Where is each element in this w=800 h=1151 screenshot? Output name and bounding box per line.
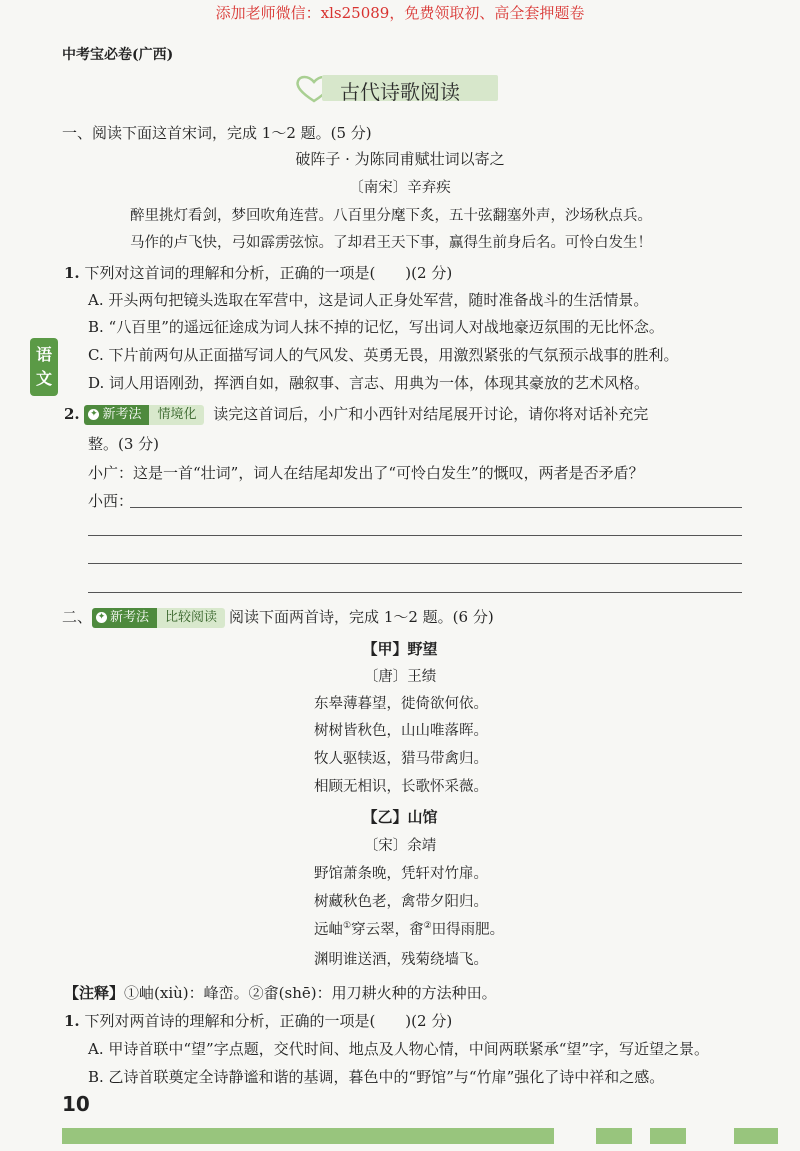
poem-line: 东皋薄暮望，徙倚欲何依。 xyxy=(314,696,488,712)
poem-a-title: 【甲】野望 xyxy=(362,640,438,658)
dialogue-xiaoxi-label: 小西： xyxy=(88,492,134,510)
poem-line: 野馆萧条晚，凭轩对竹扉。 xyxy=(314,866,488,882)
footer-block xyxy=(650,1128,686,1144)
notes xyxy=(64,982,497,1003)
answer-line[interactable] xyxy=(88,563,742,564)
section-title-banner xyxy=(292,74,502,104)
question-stem: 下列对这首词的理解和分析，正确的一项是( )(2 分) xyxy=(84,264,453,282)
part1-heading: 一、阅读下面这首宋词，完成 1～2 题。(5 分) xyxy=(62,124,372,142)
lightbulb-icon: ✦ xyxy=(97,612,106,622)
question-1 xyxy=(64,262,452,283)
footnote-mark: ① xyxy=(343,921,352,932)
dialogue-xiaoguang: 小广：这是一首“壮词”，词人在结尾却发出了“可怜白发生”的慨叹，两者是否矛盾？ xyxy=(88,464,644,482)
page-number: 10 xyxy=(62,1092,90,1116)
poem-line: 树树皆秋色，山山唯落晖。 xyxy=(314,723,488,739)
poem-title: 破阵子 · 为陈同甫赋壮词以寄之 xyxy=(295,150,505,168)
option-a[interactable]: A. 开头两句把镜头选取在军营中，这是词人正身处军营，随时准备战斗的生活情景。 xyxy=(88,291,649,309)
question-number: 2. xyxy=(64,405,80,423)
notes-text: ①岫(xiù)：峰峦。②畬(shē)：用刀耕火种的方法种田。 xyxy=(124,984,497,1002)
new-method-badge: ✦ 新考法 xyxy=(92,608,157,628)
poem-line: 远岫①穿云翠，畬②田得雨肥。 xyxy=(314,921,505,938)
watermark-text: 添加老师微信：xls25089，免费领取初、高全套押题卷 xyxy=(215,4,585,22)
footnote-mark: ② xyxy=(423,921,432,932)
poem-line: 渊明谁送酒，残菊绕墙飞。 xyxy=(314,952,488,968)
question-number: 1. xyxy=(64,264,80,282)
poem-b-author: 〔宋〕余靖 xyxy=(363,838,437,854)
option-c[interactable]: C. 下片前两句从正面描写词人的气风发、英勇无畏，用激烈紧张的气氛预示战事的胜利。 xyxy=(88,346,679,364)
option-d[interactable]: D. 词人用语刚劲，挥洒自如，融叙事、言志、用典为一体，体现其豪放的艺术风格。 xyxy=(88,374,650,392)
poem-b-title: 【乙】山馆 xyxy=(362,808,438,826)
section-title: 古代诗歌阅读 xyxy=(340,80,460,104)
part2-question-1 xyxy=(64,1010,452,1031)
question-stem: 读完这首词后，小广和小西针对结尾展开讨论，请你将对话补充完 xyxy=(213,405,649,423)
poem-a-author: 〔唐〕王绩 xyxy=(363,669,437,685)
new-method-badge: ✦ 新考法 xyxy=(84,405,149,425)
lightbulb-icon: ✦ xyxy=(90,409,98,419)
notes-label: 【注释】 xyxy=(64,984,125,1002)
question-number: 1. xyxy=(64,1012,80,1030)
footer-block xyxy=(596,1128,632,1144)
poem-line: 马作的卢飞快，弓如霹雳弦惊。了却君王天下事，赢得生前身后名。可怜白发生！ xyxy=(130,235,652,251)
poem-author: 〔南宋〕辛弃疾 xyxy=(349,180,451,196)
option-b[interactable]: B. 乙诗首联奠定全诗静谧和谐的基调，暮色中的“野馆”与“竹扉”强化了诗中祥和之感。 xyxy=(88,1068,665,1086)
series-title: 中考宝必卷(广西) xyxy=(62,47,174,63)
poem-line: 相顾无相识，长歌怀采薇。 xyxy=(314,779,488,795)
answer-line[interactable] xyxy=(88,535,742,536)
answer-line[interactable] xyxy=(88,592,742,593)
part2-heading: 阅读下面两首诗，完成 1～2 题。(6 分) xyxy=(229,608,494,626)
poem-line: 醉里挑灯看剑，梦回吹角连营。八百里分麾下炙，五十弦翻塞外声，沙场秋点兵。 xyxy=(130,208,652,224)
subject-tab: 语 文 xyxy=(30,338,58,396)
answer-line[interactable] xyxy=(130,507,742,508)
option-b[interactable]: B. “八百里”的遥远征途成为词人抹不掉的记忆，写出词人对战地豪迈氛围的无比怀念。 xyxy=(88,318,664,336)
option-a[interactable]: A. 甲诗首联中“望”字点题，交代时间、地点及人物心情，中间两联紧承“望”字，写近望之景。 xyxy=(88,1040,710,1058)
poem-line: 树藏秋色老，禽带夕阳归。 xyxy=(314,894,488,910)
situational-badge: 情境化 xyxy=(149,405,204,425)
poem-line: 牧人驱犊返，猎马带禽归。 xyxy=(314,751,488,767)
question-stem: 下列对两首诗的理解和分析，正确的一项是( )(2 分) xyxy=(84,1012,453,1030)
question-2 xyxy=(64,403,648,425)
question-stem-cont: 整。(3 分) xyxy=(88,435,160,453)
footer-bar xyxy=(62,1128,554,1144)
compare-badge: 比较阅读 xyxy=(157,608,225,628)
footer-block xyxy=(734,1128,778,1144)
part2-heading-row: 二、 ✦ 新考法 比较阅读 阅读下面两首诗，完成 1～2 题。(6 分) xyxy=(62,608,494,626)
